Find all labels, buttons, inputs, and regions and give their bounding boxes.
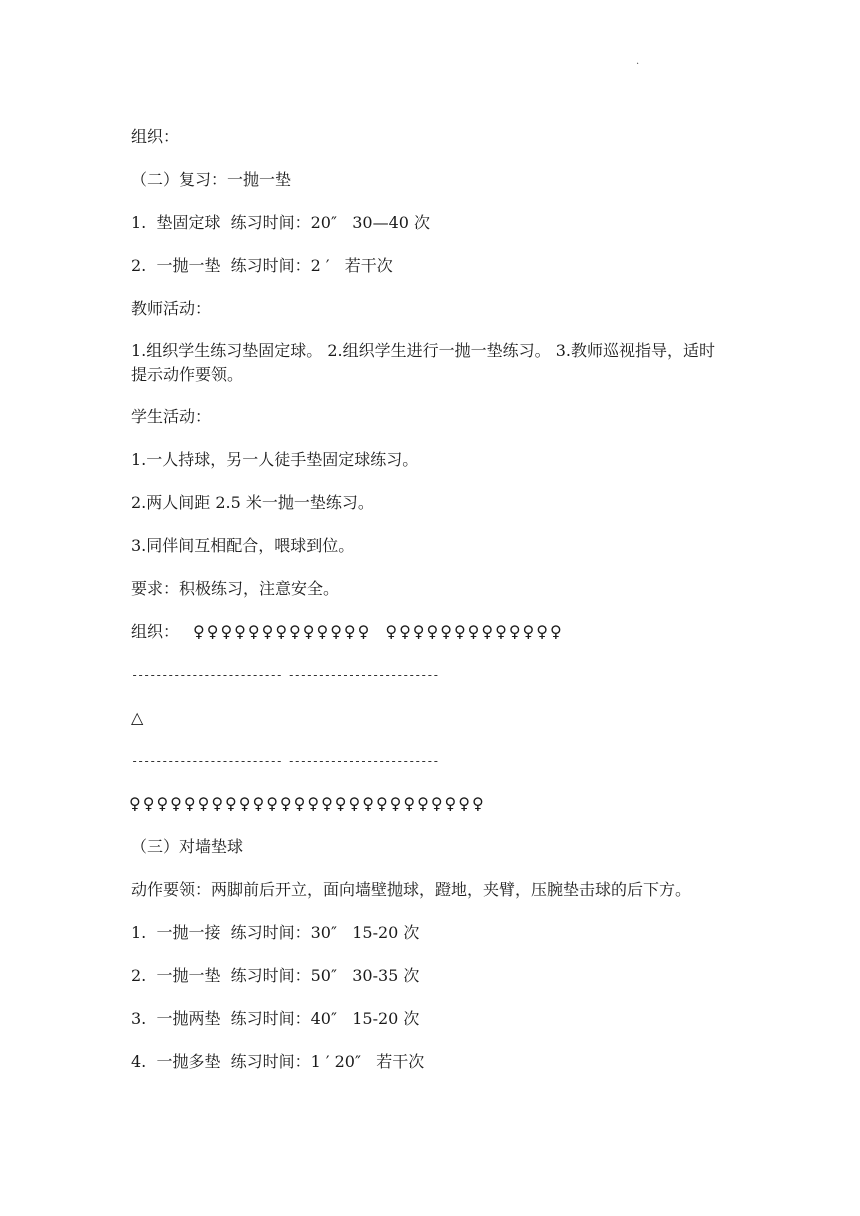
female-symbols-group: ♀♀♀♀♀♀♀♀♀♀♀♀♀ bbox=[385, 622, 564, 641]
wall-item-2: 2. 一抛一垫 练习时间：50″ 30-35 次 bbox=[131, 966, 420, 985]
section-wall-pass-heading: （三）对墙垫球 bbox=[131, 837, 244, 856]
teacher-activity-heading: 教师活动： bbox=[131, 299, 212, 318]
student-activity-2: 2.两人间距 2.5 米一抛一垫练习。 bbox=[131, 493, 374, 512]
wall-item-4: 4. 一抛多垫 练习时间：1 ′ 20″ 若干次 bbox=[131, 1052, 425, 1071]
teacher-activity-text: 1.组织学生练习垫固定球。 2.组织学生进行一抛一垫练习。 3.教师巡视指导，适时提示动作要领。 bbox=[131, 341, 715, 384]
female-symbols-group: ♀♀♀♀♀♀♀♀♀♀♀♀♀ bbox=[307, 794, 486, 813]
page-mark: . bbox=[636, 56, 640, 67]
student-activity-3: 3.同伴间互相配合，喂球到位。 bbox=[131, 536, 355, 555]
formation-label: 组织： bbox=[131, 622, 180, 641]
requirements-text: 要求：积极练习，注意安全。 bbox=[131, 579, 340, 598]
technique-essentials: 动作要领：两脚前后开立，面向墙壁抛球，蹬地，夹臂，压腕垫击球的后下方。 bbox=[131, 880, 692, 899]
student-activity-1: 1.一人持球，另一人徒手垫固定球练习。 bbox=[131, 450, 419, 469]
formation-row-top bbox=[131, 619, 731, 645]
wall-item-1: 1. 一抛一接 练习时间：30″ 15-20 次 bbox=[131, 923, 420, 942]
female-symbols-group: ♀♀♀♀♀♀♀♀♀♀♀♀♀ bbox=[193, 622, 372, 641]
review-item-1: 1. 垫固定球 练习时间：20″ 30—40 次 bbox=[131, 213, 431, 232]
review-item-2: 2. 一抛一垫 练习时间：2 ′ 若干次 bbox=[131, 256, 393, 275]
student-activity-heading: 学生活动： bbox=[131, 407, 212, 426]
female-symbols-group: ♀♀♀♀♀♀♀♀♀♀♀♀♀ bbox=[129, 794, 308, 813]
formation-line-top: ------------------------- ------------------------- bbox=[131, 668, 439, 682]
wall-item-3: 3. 一抛两垫 练习时间：40″ 15-20 次 bbox=[131, 1009, 420, 1028]
section-review-heading: （二）复习：一抛一垫 bbox=[131, 170, 292, 189]
formation-line-bottom: ------------------------- ------------------------- bbox=[131, 754, 439, 768]
document-body bbox=[131, 124, 731, 1092]
organization-heading: 组织： bbox=[131, 127, 180, 146]
formation-row-bottom bbox=[129, 791, 731, 817]
teacher-triangle-symbol: △ bbox=[131, 708, 146, 727]
